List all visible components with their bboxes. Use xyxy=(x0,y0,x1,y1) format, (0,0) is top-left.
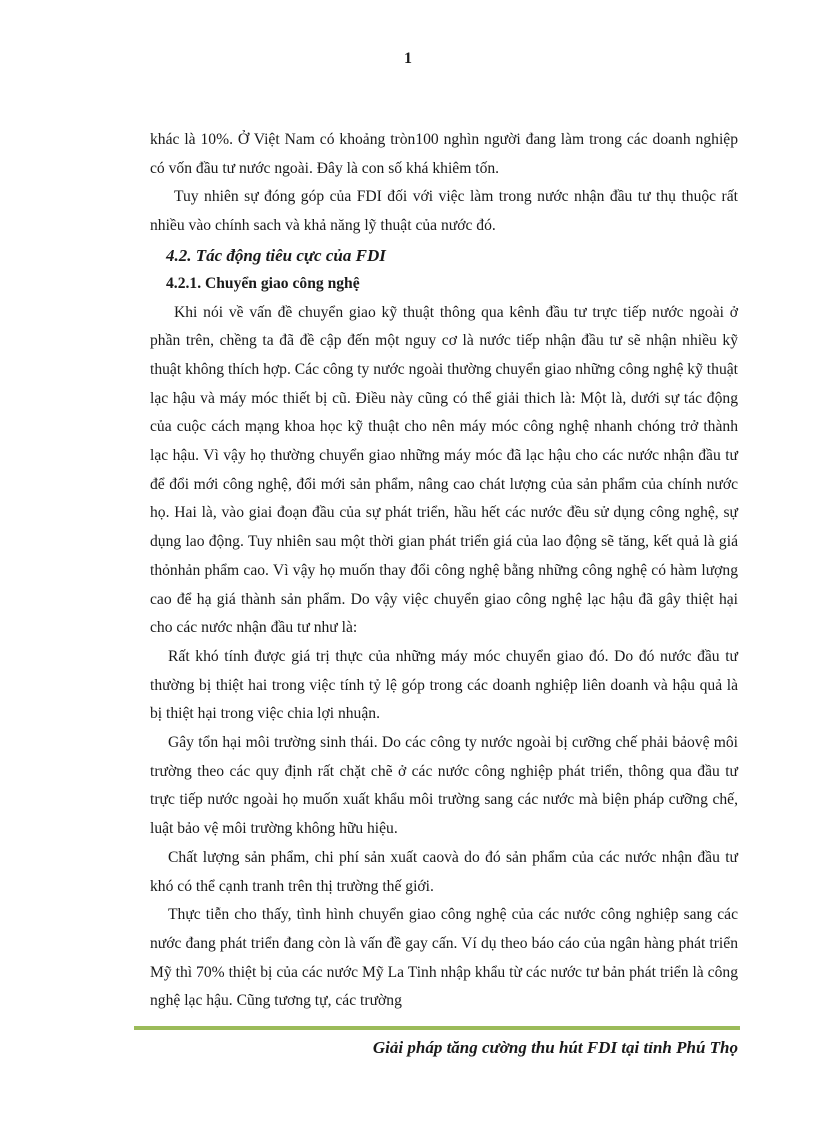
document-body xyxy=(150,126,738,1016)
paragraph-4: Rất khó tính được giá trị thực của những máy móc chuyển giao đó. Do đó nước đầu tư thường bị thiệt hai trong việc tính tỷ lệ góp trong các doanh nghiệp liên doanh và hậu quả là bị thiệt hại trong việc chia lợi nhuận. xyxy=(150,647,738,723)
paragraph-2: Tuy nhiên sự đóng góp của FDI đối với việc làm trong nước nhận đầu tư thụ thuộc rất nhiều vào chính sach và khả năng lỹ thuật của nước đó. xyxy=(150,188,738,235)
section-heading-4-2: 4.2. Tác động tiêu cực của FDI xyxy=(166,245,386,265)
paragraph-1: khác là 10%. Ở Việt Nam có khoảng tròn100 nghìn người đang làm trong các doanh nghiệp có vốn đầu tư nước ngoài. Đây là con số khá khiêm tốn. xyxy=(150,131,738,177)
subsection-heading-4-2-1: 4.2.1. Chuyển giao công nghệ xyxy=(166,274,360,292)
paragraph-3: Khi nói về vấn đề chuyển giao kỹ thuật thông qua kênh đầu tư trực tiếp nước ngoài ở phần trên, chềng ta đã đề cập đến một nguy cơ là nước tiếp nhận đầu tư sẽ nhận nhiều kỹ thuật không thích hợp. Các công ty nước ngoài thường chuyển giao những công nghệ kỹ thuật lạc hậu và máy móc thiết bị cũ. Điều này cũng có thể giải thich là: Một là, dưới sự tác động của cuộc cách mạng khoa học kỹ thuật cho nên máy móc công nghệ nhanh chóng trở thành lạc hậu. Vì vậy họ thường chuyển giao những máy móc đã lạc hậu cho các nước nhận đầu tư để đổi mới công nghệ, đổi mới sản phẩm, nâng cao chát lượng của sản phẩm của chính nước họ. Hai là, vào giai đoạn đầu của sự phát triển, hầu hết các nước đều sử dụng công nghệ, sự dụng lao động. Tuy nhiên sau một thời gian phát triển giá của lao động sẽ tăng, kết quả là giá thỏnhản phẩm cao. Vì vậy họ muốn thay đổi công nghệ bằng những công nghệ có hàm lượng cao để hạ giá thành sản phẩm. Do vậy việc chuyển giao công nghệ lạc hậu đã gây thiệt hại cho các nước nhận đầu tư như là: xyxy=(150,303,738,637)
footer-rule xyxy=(134,1026,740,1030)
paragraph-6: Chất lượng sản phẩm, chi phí sản xuất caovà do đó sản phẩm của các nước nhận đầu tư khó có thể cạnh tranh trên thị trường thế giới. xyxy=(150,848,738,895)
paragraph-5: Gây tổn hại môi trường sinh thái. Do các công ty nước ngoài bị cưỡng chế phải bảovệ môi trường theo các quy định rất chặt chẽ ở các nước công nghiệp phát triển, thông qua đầu tư trực tiếp nước ngoài họ muốn xuất khẩu môi trường sang các nước mà biện pháp cưỡng chế, luật bảo vệ môi trường không hữu hiệu. xyxy=(150,734,738,838)
paragraph-7: Thực tiễn cho thấy, tình hình chuyển giao công nghệ của các nước công nghiệp sang các nước đang phát triển đang còn là vấn đề gay cấn. Ví dụ theo báo cáo của ngân hàng phát triển Mỹ thì 70% thiệt bị của các nước Mỹ La Tinh nhập khẩu từ các nước tư bản phát triển là công nghệ lạc hậu. Cũng tương tự, các trường xyxy=(150,906,738,1010)
footer-title: Giải pháp tăng cường thu hút FDI tại tỉnh Phú Thọ xyxy=(372,1038,738,1057)
page-number: 1 xyxy=(404,50,412,67)
